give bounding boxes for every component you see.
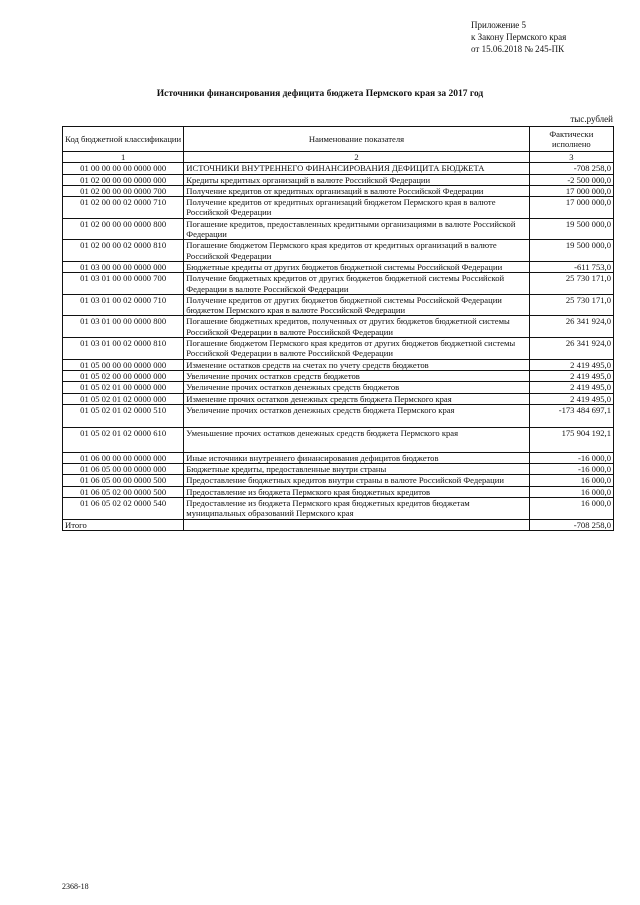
row-name: Погашение бюджетом Пермского края кредитов от других бюджетов бюджетной системы Российской Федерации в валюте Российской Федерации bbox=[184, 338, 529, 360]
row-code: 01 05 02 01 00 0000 000 bbox=[63, 382, 184, 393]
appendix-line-1: Приложение 5 bbox=[471, 20, 527, 30]
total-empty bbox=[184, 519, 529, 530]
row-code: 01 06 00 00 00 0000 000 bbox=[63, 452, 184, 463]
row-code: 01 03 01 00 02 0000 810 bbox=[63, 338, 184, 360]
header-value: Фактически исполнено bbox=[529, 127, 613, 152]
row-value: 2 419 495,0 bbox=[529, 382, 613, 393]
row-name: Увеличение прочих остатков средств бюджетов bbox=[184, 370, 529, 381]
row-code: 01 03 01 00 00 0000 800 bbox=[63, 316, 184, 338]
row-name: Предоставление из бюджета Пермского края бюджетных кредитов bbox=[184, 486, 529, 497]
row-name: Погашение кредитов, предоставленных кредитными организациями в валюте Российской Федерации bbox=[184, 218, 529, 240]
table-row bbox=[63, 273, 614, 295]
row-code: 01 02 00 00 02 0000 710 bbox=[63, 197, 184, 219]
table-row bbox=[63, 316, 614, 338]
row-value: -611 753,0 bbox=[529, 261, 613, 272]
row-code: 01 06 05 00 00 0000 000 bbox=[63, 464, 184, 475]
table-row bbox=[63, 338, 614, 360]
table-row bbox=[63, 261, 614, 272]
row-name: Уменьшение прочих остатков денежных средств бюджета Пермского края bbox=[184, 427, 529, 452]
row-code: 01 03 01 00 02 0000 710 bbox=[63, 294, 184, 316]
row-name: Изменение остатков средств на счетах по учету средств бюджетов bbox=[184, 359, 529, 370]
header-number-1: 1 bbox=[63, 152, 184, 163]
row-value: 16 000,0 bbox=[529, 498, 613, 520]
row-name: Предоставление из бюджета Пермского края бюджетных кредитов бюджетам муниципальных образований Пермского края bbox=[184, 498, 529, 520]
row-value: 26 341 924,0 bbox=[529, 316, 613, 338]
table-row bbox=[63, 404, 614, 427]
row-value: 25 730 171,0 bbox=[529, 273, 613, 295]
row-code: 01 05 02 01 02 0000 510 bbox=[63, 404, 184, 427]
row-code: 01 05 00 00 00 0000 000 bbox=[63, 359, 184, 370]
row-name: Кредиты кредитных организаций в валюте Российской Федерации bbox=[184, 174, 529, 185]
row-code: 01 00 00 00 00 0000 000 bbox=[63, 163, 184, 174]
row-value: -708 258,0 bbox=[529, 163, 613, 174]
table-row bbox=[63, 498, 614, 520]
table-row bbox=[63, 359, 614, 370]
table-row bbox=[63, 218, 614, 240]
row-name: Погашение бюджетом Пермского края кредитов от кредитных организаций в валюте Российской Федерации bbox=[184, 240, 529, 262]
row-code: 01 03 01 00 00 0000 700 bbox=[63, 273, 184, 295]
table-row bbox=[63, 370, 614, 381]
row-value: 17 000 000,0 bbox=[529, 185, 613, 196]
row-code: 01 06 05 02 00 0000 500 bbox=[63, 486, 184, 497]
table-row bbox=[63, 382, 614, 393]
header-row bbox=[63, 127, 614, 152]
appendix-note bbox=[471, 19, 566, 55]
row-name: Получение бюджетных кредитов от других бюджетов бюджетной системы Российской Федерации в валюте Российской Федерации bbox=[184, 273, 529, 295]
table-row bbox=[63, 197, 614, 219]
header-number-2: 2 bbox=[184, 152, 529, 163]
row-code: 01 02 00 00 00 0000 700 bbox=[63, 185, 184, 196]
header-number-3: 3 bbox=[529, 152, 613, 163]
table-row bbox=[63, 393, 614, 404]
appendix-line-3: от 15.06.2018 № 245-ПК bbox=[471, 44, 565, 54]
table-row bbox=[63, 174, 614, 185]
row-code: 01 05 02 01 02 0000 610 bbox=[63, 427, 184, 452]
row-value: 19 500 000,0 bbox=[529, 218, 613, 240]
row-value: 19 500 000,0 bbox=[529, 240, 613, 262]
table-row bbox=[63, 240, 614, 262]
row-name: Погашение бюджетных кредитов, полученных от других бюджетов бюджетной системы Российской Федерации в валюте Российской Федерации bbox=[184, 316, 529, 338]
row-value: 2 419 495,0 bbox=[529, 393, 613, 404]
total-row bbox=[63, 519, 614, 530]
row-code: 01 03 00 00 00 0000 000 bbox=[63, 261, 184, 272]
row-name: Получение кредитов от других бюджетов бюджетной системы Российской Федерации бюджетом Пермского края в валюте Российской Федерации bbox=[184, 294, 529, 316]
table-row bbox=[63, 427, 614, 452]
table-row bbox=[63, 294, 614, 316]
table-row bbox=[63, 486, 614, 497]
row-name: Получение кредитов от кредитных организаций бюджетом Пермского края в валюте Российской Федерации bbox=[184, 197, 529, 219]
row-name: Увеличение прочих остатков денежных средств бюджета Пермского края bbox=[184, 404, 529, 427]
row-value: 16 000,0 bbox=[529, 486, 613, 497]
row-value: 2 419 495,0 bbox=[529, 359, 613, 370]
budget-table bbox=[62, 126, 614, 531]
row-value: 175 904 192,1 bbox=[529, 427, 613, 452]
row-name: Получение кредитов от кредитных организаций в валюте Российской Федерации bbox=[184, 185, 529, 196]
row-code: 01 02 00 00 00 0000 000 bbox=[63, 174, 184, 185]
row-code: 01 02 00 00 00 0000 800 bbox=[63, 218, 184, 240]
table-row bbox=[63, 163, 614, 174]
unit-label: тыс.рублей bbox=[570, 114, 613, 124]
row-name: ИСТОЧНИКИ ВНУТРЕННЕГО ФИНАНСИРОВАНИЯ ДЕФИЦИТА БЮДЖЕТА bbox=[184, 163, 529, 174]
row-value: 17 000 000,0 bbox=[529, 197, 613, 219]
header-name: Наименование показателя bbox=[184, 127, 529, 152]
row-value: 16 000,0 bbox=[529, 475, 613, 486]
row-name: Бюджетные кредиты от других бюджетов бюджетной системы Российской Федерации bbox=[184, 261, 529, 272]
row-value: -16 000,0 bbox=[529, 464, 613, 475]
row-name: Изменение прочих остатков денежных средств бюджета Пермского края bbox=[184, 393, 529, 404]
header-code: Код бюджетной классификации bbox=[63, 127, 184, 152]
appendix-line-2: к Закону Пермского края bbox=[471, 32, 567, 42]
row-code: 01 05 02 01 02 0000 000 bbox=[63, 393, 184, 404]
total-label: Итого bbox=[63, 519, 184, 530]
table-row bbox=[63, 464, 614, 475]
header-number-row bbox=[63, 152, 614, 163]
total-value: -708 258,0 bbox=[529, 519, 613, 530]
document-footer-code: 2368-18 bbox=[62, 882, 89, 891]
row-value: 26 341 924,0 bbox=[529, 338, 613, 360]
row-code: 01 05 02 00 00 0000 000 bbox=[63, 370, 184, 381]
row-name: Иные источники внутреннего финансирования дефицитов бюджетов bbox=[184, 452, 529, 463]
row-value: 2 419 495,0 bbox=[529, 370, 613, 381]
table-row bbox=[63, 452, 614, 463]
row-value: -173 484 697,1 bbox=[529, 404, 613, 427]
table-row bbox=[63, 185, 614, 196]
row-value: -2 500 000,0 bbox=[529, 174, 613, 185]
row-code: 01 02 00 00 02 0000 810 bbox=[63, 240, 184, 262]
row-name: Увеличение прочих остатков денежных средств бюджетов bbox=[184, 382, 529, 393]
row-name: Бюджетные кредиты, предоставленные внутри страны bbox=[184, 464, 529, 475]
row-code: 01 06 05 02 02 0000 540 bbox=[63, 498, 184, 520]
row-name: Предоставление бюджетных кредитов внутри страны в валюте Российской Федерации bbox=[184, 475, 529, 486]
row-value: 25 730 171,0 bbox=[529, 294, 613, 316]
table-row bbox=[63, 475, 614, 486]
document-title: Источники финансирования дефицита бюджета Пермского края за 2017 год bbox=[156, 89, 484, 99]
row-value: -16 000,0 bbox=[529, 452, 613, 463]
row-code: 01 06 05 00 00 0000 500 bbox=[63, 475, 184, 486]
